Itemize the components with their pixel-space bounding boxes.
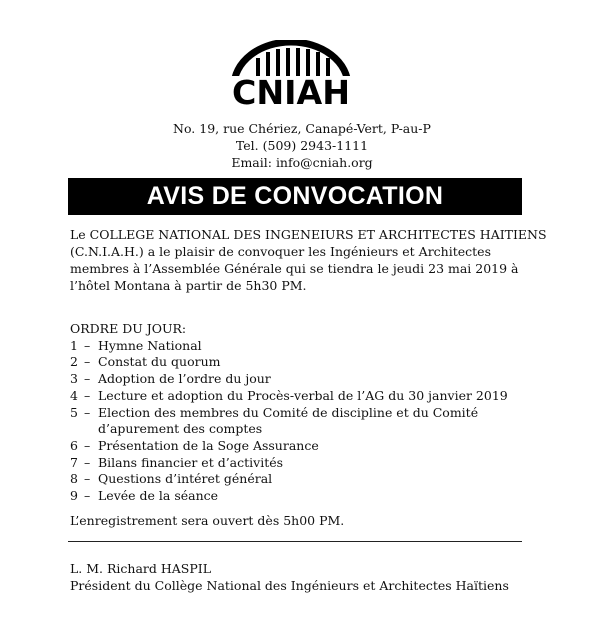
intro-paragraph — [70, 226, 547, 294]
contact-email: Email: info@cniah.org — [231, 155, 373, 170]
agenda-item-text: Adoption de l’ordre du jour — [98, 371, 271, 387]
agenda-section — [70, 321, 508, 505]
intro-line: (C.N.I.A.H.) a le plaisir de convoquer les Ingénieurs et Architectes — [70, 244, 491, 259]
contact-block — [0, 120, 604, 171]
agenda-item-text: Lecture et adoption du Procès-verbal de l’AG du 30 janvier 2019 — [98, 387, 508, 403]
agenda-item-text: Election des membres du Comité de discipline et du Comité — [98, 404, 479, 420]
agenda-item: 1 – Hymne National — [70, 337, 202, 353]
agenda-item: 2 – Constat du quorum — [70, 354, 221, 370]
signature-divider — [68, 541, 522, 542]
agenda-item-continuation: d’apurement des comptes — [98, 421, 263, 437]
agenda-item: 9 – Levée de la séance — [70, 488, 219, 504]
agenda-item-number: 3 — [70, 371, 78, 387]
intro-line: membres à l’Assemblée Générale qui se tiendra le jeudi 23 mai 2019 à — [70, 261, 519, 276]
agenda-item-number: 2 — [70, 354, 78, 370]
agenda-item-number: 1 — [70, 337, 78, 353]
agenda-item: 6 – Présentation de la Soge Assurance — [70, 437, 319, 453]
signatory-title: Président du Collège National des Ingénieurs et Architectes Haïtiens — [70, 578, 509, 593]
agenda-item-number: 7 — [70, 454, 78, 470]
agenda-item: 5 – Election des membres du Comité de discipline et du Comité — [70, 404, 479, 420]
cniah-logo — [226, 40, 356, 108]
agenda-item: 7 – Bilans financier et d’activités — [70, 454, 284, 470]
signature-block — [70, 560, 509, 594]
agenda-item-text: Hymne National — [98, 337, 202, 353]
title-banner — [68, 178, 522, 215]
agenda-item-text: Questions d’intéret général — [98, 471, 273, 487]
agenda-item-number: 6 — [70, 437, 78, 453]
contact-address: No. 19, rue Chériez, Canapé-Vert, P-au-P — [173, 121, 431, 136]
agenda-item-text: Constat du quorum — [98, 354, 221, 370]
intro-line: l’hôtel Montana à partir de 5h30 PM. — [70, 278, 307, 293]
intro-line: Le COLLEGE NATIONAL DES INGENEIURS ET ARCHITECTES HAITIENS — [70, 227, 547, 242]
page-title: AVIS DE CONVOCATION — [146, 182, 444, 210]
agenda-item: 4 – Lecture et adoption du Procès-verbal de l’AG du 30 janvier 2019 — [70, 387, 508, 403]
registration-note: L’enregistrement sera ouvert dès 5h00 PM. — [70, 513, 345, 528]
agenda-item-text: Levée de la séance — [98, 488, 219, 504]
agenda-item-number: 5 — [70, 404, 78, 420]
agenda-item: 3 – Adoption de l’ordre du jour — [70, 371, 271, 387]
signatory-name: L. M. Richard HASPIL — [70, 561, 211, 576]
cniah-logo-text: CNIAH — [232, 73, 350, 108]
contact-phone: Tel. (509) 2943-1111 — [235, 138, 369, 153]
agenda-item: 8 – Questions d’intéret général — [70, 471, 273, 487]
agenda-heading: ORDRE DU JOUR: — [70, 321, 187, 336]
agenda-item-number: 4 — [70, 387, 78, 403]
agenda-item-text: Présentation de la Soge Assurance — [98, 437, 319, 453]
agenda-item-number: 9 — [70, 488, 78, 504]
cniah-logo-graphic — [226, 40, 356, 108]
agenda-item-text: Bilans financier et d’activités — [98, 454, 284, 470]
agenda-item-number: 8 — [70, 471, 78, 487]
